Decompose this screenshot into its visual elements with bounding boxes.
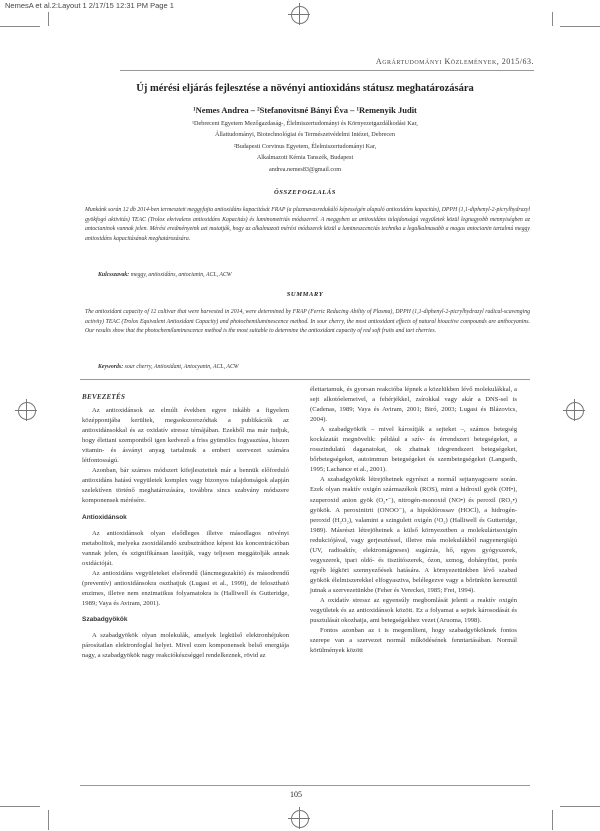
en-abstract: The antioxidant capacity of 12 cultivar that were harvested in 2014, were determined by FRAP (Ferric Reducing Ability of Plasma), DPPH (1,1-diphenyl-2-picrylhydrazyl radical-scavenging activity) TEAC (Trolox Equivalent Antioxidant Capacity) and photochemiluminescence method. In sour cherry, the most antioxidant effects of natural bioactive compounds are anthocyanins. Our results show that the photochemiluminescence method is the most suitable to determine the antioxidant capacity of red soft fruits and tart cherries. <box>85 309 530 335</box>
journal-header: Agrártudományi Közlemények, 2015/63. <box>375 57 534 66</box>
hu-keywords <box>98 272 530 278</box>
en-keywords-text: sour cherry, Antioxidant, Antocyanin, ACL, ACW <box>124 364 239 370</box>
hu-abstract-heading: ÖSSZEFOGLALÁS <box>274 189 336 196</box>
free-radicals-heading: Szabadgyökök <box>82 615 128 623</box>
crop-mark <box>48 810 49 830</box>
registration-mark-icon <box>18 402 36 420</box>
crop-mark <box>560 26 600 27</box>
section-rule <box>80 379 530 380</box>
hu-keywords-label: Kulcsszavak: <box>98 272 130 278</box>
paragraph: Az antioxidáns vegyületeket elsőrendű (láncmegszakító) és másodrendű (preventív) antioxidánsokra oszthatjuk (Lugasi et al., 1999), de felosztható enzimes, illetve nem enzimatikus folyamatokra is (Halliwell és Gutteridge, 1989; Vaya és Aviram, 2001). <box>82 569 289 607</box>
affiliation-line: Alkalmazott Kémia Tanszék, Budapest <box>256 154 354 162</box>
intro-heading: BEVEZETÉS <box>82 393 126 401</box>
page-number: 105 <box>290 790 302 799</box>
print-slug: NemesA et al.2:Layout 1 2/17/15 12:31 PM Page 1 <box>5 1 174 10</box>
left-column <box>82 392 289 661</box>
author-email: andrea.nemes83@gmail.com <box>268 165 342 173</box>
paragraph: A szabadgyökök olyan molekulák, amelyek legkülső elektronhéjukon párosítatlan elektronfoglal helyet. Mivel ezen komponensek belső energiája nagy, a szabadgyökök nagy reakciókészséggel rendelkeznek, rövid az <box>82 631 289 660</box>
crop-mark <box>552 810 553 830</box>
affiliations <box>80 118 530 175</box>
crop-mark <box>48 12 49 26</box>
hu-keywords-text: meggy, antioxidáns, antocianin, ACL, ACW <box>130 272 232 278</box>
antioxidants-heading: Antioxidánsok <box>82 513 127 521</box>
affiliation-line: ²Budapesti Corvinus Egyetem, Élelmiszertudományi Kar, <box>233 142 377 150</box>
footer-rule <box>80 785 530 786</box>
en-abstract-heading: SUMMARY <box>286 291 324 298</box>
paragraph: A szabadgyökök – mivel károsítják a sejteket –, számos betegség kockázatát megnövelik: például a szív- és érrendszeri betegségeket, a rosszindulatú daganatokat, ok zhatnak idegrendszeri betegségeket, bőrbetegségeket, autoimmun betegségeket és szembetegségeket (Langseth, 1995; Lachance et al., 2001). <box>310 426 517 474</box>
crop-mark <box>0 26 40 27</box>
registration-mark-icon <box>291 6 309 24</box>
en-keywords <box>98 364 530 370</box>
affiliation-line: Állattudományi, Biotechnológiai és Természetvédelmi Intézet, Debrecen <box>214 131 396 139</box>
crop-mark <box>560 806 600 807</box>
authors: ¹Nemes Andrea – ²Stefanovitsné Bányi Éva – ¹Remenyik Judit <box>193 105 417 115</box>
paragraph: Az antioxidánsok az elmúlt években egyre inkább a figyelem középpontjába kerültek, megsokszorozódtak a publikációk az antioxidánsokkal és az oxidatív stressz témájában. Ezekből ma már tudjuk, hogy élettani szempontból igen kedvező a friss gyümölcs fogyasztása, hiszen vitamin- és ásványi anyag tartalmuk a emberi szervezet számára létfontosságú. <box>82 407 289 465</box>
header-rule <box>120 70 534 71</box>
paragraph: Fontos azonban az t is megemlíteni, hogy szabadgyököknek fontos szerepe van a szervezet normál működésének fenntartásában. Normál körülmények között <box>310 627 517 655</box>
hu-abstract: Munkánk során 12 db 2014-ben termesztett meggyfajta antioxidáns kapacitását FRAP (a plazmavasredukáló képességén alapuló antioxidáns kapacitás), DPPH (1,1-diphenyl-2-picrylhydrazyl gyökfogó aktivitás) TEAC (Trolox ekvivalens antioxidáns Kapacitás) és luminometriás módszerrel. A meggyben az antioxidáns tulajdonságú vegyületek közül legnagyobb mennyiségben az antocianinok vannak jelen. Mérési eredményeink azt mutatják, hogy az alkalmazott mérési módszerek közül a lumineszcenciás technika a legalkalmasabb a magas antocianin tartalmú meggy antioxidáns kapacitásának meghatározására. <box>85 207 530 242</box>
paragraph: A szabadgyökök létrejöhetnek egyrészt a normál sejtanyagcsere során. Ezek olyan reaktív oxigén származékok (ROS), mint a hidroxil gyök (OH•), szuperoxid anion gyök (O₂•⁻), nitrogén-monoxid (NO•) és peroxil (RO₂•) gyökök. A peroxinitrit (ONOO⁻), a hipoklórossav (HOCl), a hidrogén-peroxid (H₂O₂), valamint a szingulett oxigén (¹O₂) (Halliwell és Gutteridge, 1989). Másrészt létrejöhetnek a külső környezetben a molekulárisoxigén redukciójával, vagy gerjesztéssel, illetve más molekulákból nagyenergiájú (UV, radioaktív, elektromágneses) sugárzás, hő, egyes gyógyszerek, vegyszerek, ipari oldó- és tisztítószerek, ózon, szmog, dohányfüst, porés egyéb légköri szennyezőések hatására. A környezetünkben lévő szabad gyökök élelmiszerekkel elfogyasztva, belélegezve vagy a bőrünkön keresztül jutnak a szervezetünkbe (Feher és Vereckei, 1985; Frei, 1994). <box>310 476 517 594</box>
crop-mark <box>0 806 40 807</box>
paragraph: Az antioxidánsok olyan elsődleges illetve másodlagos növényi metabolitok, melyeka zsoxidálandó szubsztráthoz képest kis koncentrációban vannak jelen, és szignifikánsan lassítják, vagy teljesen meggátolják annak oxidációját. <box>82 529 289 567</box>
article-title: Új mérési eljárás fejlesztése a növényi antioxidáns státusz meghatározására <box>136 83 474 94</box>
affiliation-line: ¹Debreceni Egyetem Mezőgazdaság-, Élelmiszertudományi és Környezetgazdálkodási Kar, <box>192 120 418 127</box>
crop-mark <box>552 12 553 26</box>
paragraph: Azonban, bár számos módszert kifejlesztettek már a bennük előforduló antioxidáns hatású vegyületek komplex vagy bizonyos tulajdonságok alapján szelektíven történő meghatározására, továbbra sincs szabvány módszere komponensek mérésére. <box>82 467 289 505</box>
paragraph: A oxidatív stressz az egyensúly megbomlását jelenti a reaktív oxigén vegyületek és az antioxidánsok között. Ez a folyamat a sejtek károsodását és pusztulását okozhatja, ami betegségekhez vezet (Aruoma, 1998). <box>310 596 517 625</box>
registration-mark-icon <box>291 810 309 828</box>
paragraph: élettartamuk, és gyorsan reakcióba lépnek a közelükben lévő molekulákkal, a sejt alkotóelemeivel, a fehérjékkel, zsírokkal vagy akár a DNS-sel is (Cadenas, 1989; Vaya és Aviram, 2001; Biró, 2003; Lugasi és Blázovics, 2004). <box>310 386 517 424</box>
en-keywords-label: Keywords: <box>98 364 124 370</box>
right-column <box>310 385 517 656</box>
registration-mark-icon <box>566 402 584 420</box>
